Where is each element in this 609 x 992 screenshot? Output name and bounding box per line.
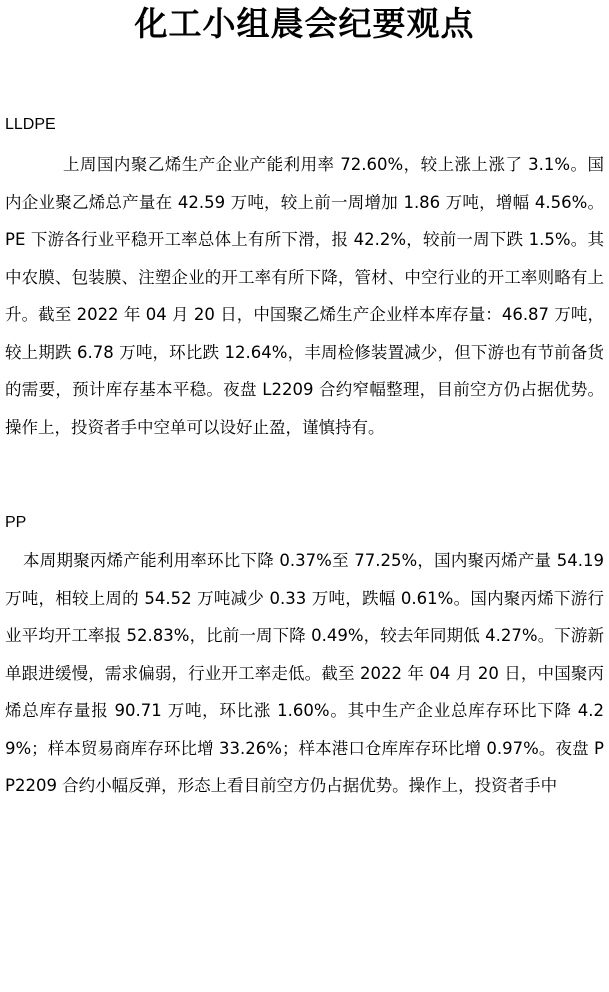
document-title: 化工小组晨会纪要观点 [134, 4, 475, 43]
section-pp [5, 512, 604, 805]
section-heading-lldpe: LLDPE [5, 116, 56, 133]
section-body-pp: 本周期聚丙烯产能利用率环比下降 0.37%至 77.25%，国内聚丙烯产量 54.19 万吨，相较上周的 54.52 万吨减少 0.33 万吨，跌幅 0.61%。国内聚丙烯下游行业平均开工率报 52.83%，比前一周下降 0.49%，较去年同期低 4.27%。下游新单跟进缓慢，需求偏弱，行业开工率走低。截至 2022 年 04 月 20 日，中国聚丙烯总库存量报 90.71 万吨，环比涨 1.60%。其中生产企业总库存环比下降 4.29%；样本贸易商库存环比增 33.26%；样本港口仓库库存环比增 0.97%。夜盘 PP2209 合约小幅反弹，形态上看目前空方仍占据优势。操作上，投资者手中 [5, 551, 604, 795]
section-heading-pp: PP [5, 514, 27, 531]
section-lldpe [5, 114, 604, 446]
section-body-lldpe: 上周国内聚乙烯生产企业产能利用率 72.60%，较上涨上涨了 3.1%。国内企业聚乙烯总产量在 42.59 万吨，较上前一周增加 1.86 万吨，增幅 4.56%。 PE 下游各行业平稳开工率总体上有所下滑，报 42.2%，较前一周下跌 1.5%。其中农膜、包装膜、注塑企业的开工率有所下降，管材、中空行业的开工率则略有上升。截至 2022 年 04 月 20 日，中国聚乙烯生产企业样本库存量：46.87 万吨，较上期跌 6.78 万吨，环比跌 12.64%，丰周检修装置减少，但下游也有节前备货的需要，预计库存基本平稳。夜盘 L2209 合约窄幅整理，目前空方仍占据优势。操作上，投资者手中空单可以设好止盈，谨慎持有。 [5, 155, 604, 437]
